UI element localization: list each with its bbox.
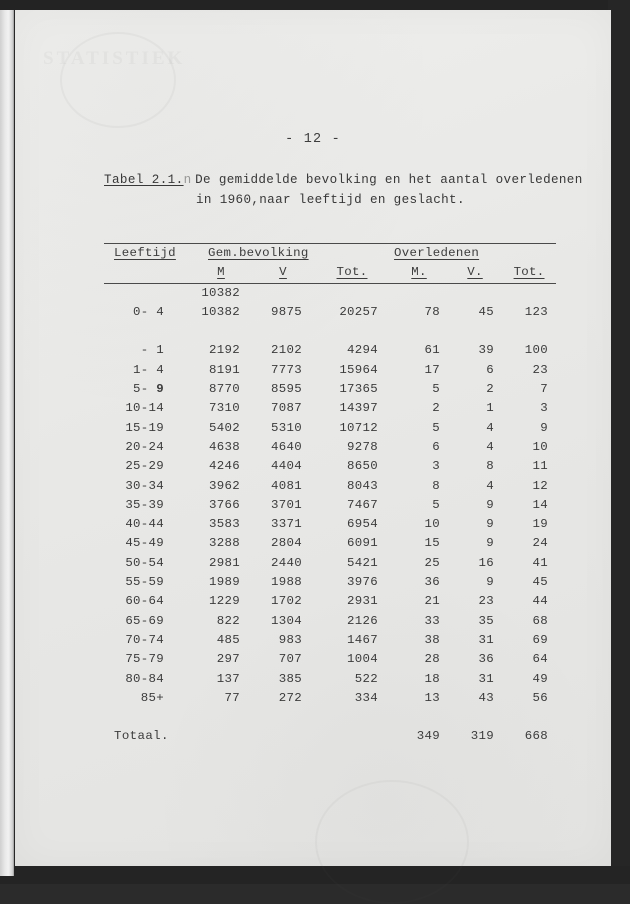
cell-population-female: 3371 (271, 517, 302, 532)
cell-deaths-male: 36 (424, 575, 440, 590)
cell-deaths-total: 69 (532, 632, 548, 647)
cell-deaths-male: 5 (432, 497, 440, 512)
cell-age-group: 1- 4 (133, 362, 164, 377)
scanner-top-bar (0, 0, 630, 10)
table-title-text-first: De gemiddelde bevolking en het aantal overledenen (195, 173, 583, 187)
cell-population-total: 14397 (339, 401, 378, 416)
cell-population-male: 2192 (209, 343, 240, 358)
table-row (104, 477, 556, 496)
table-row (104, 554, 556, 573)
cell-age-group: 45-49 (125, 536, 164, 551)
cell-deaths-female: 1 (486, 401, 494, 416)
cell-population-female: 4640 (271, 439, 302, 454)
cell-population-female: 707 (278, 652, 302, 667)
cell-deaths-male: 3 (432, 459, 440, 474)
cell-population-male: 485 (216, 632, 240, 647)
ghost-blank (502, 284, 556, 303)
cell-age-group: 55-59 (125, 575, 164, 590)
table-row (104, 631, 556, 650)
cell-deaths-male: 78 (424, 304, 440, 319)
cell-deaths-total: 10 (532, 439, 548, 454)
cell-population-female: 4404 (271, 459, 302, 474)
row-spacer-after-aggregate (104, 322, 556, 341)
cell-population-total: 2931 (347, 594, 378, 609)
cell-deaths-female: 6 (486, 362, 494, 377)
cell-deaths-female: 9 (486, 536, 494, 551)
cell-deaths-total: 100 (524, 343, 548, 358)
caption-smudge-mark: n (183, 173, 192, 187)
cell-deaths-male: 5 (432, 420, 440, 435)
cell-population-total: 1467 (347, 632, 378, 647)
header-group-population: Gem.bevolking (208, 246, 309, 260)
header-pop-total: Tot. (336, 265, 368, 280)
cell-deaths-female: 43 (478, 690, 494, 705)
ghost-blank (104, 284, 190, 303)
cell-deaths-total: 23 (532, 362, 548, 377)
cell-deaths-male: 21 (424, 594, 440, 609)
cell-population-total: 7467 (347, 497, 378, 512)
page-left-edge-strip (0, 10, 14, 876)
cell-age-group: 5- 9 (133, 382, 164, 397)
table-row (104, 380, 556, 399)
cell-population-total: 3976 (347, 575, 378, 590)
ghost-blank (252, 284, 314, 303)
header-pop-female: V (279, 265, 287, 280)
cell-deaths-female: 31 (478, 671, 494, 686)
table-body (104, 284, 556, 747)
table-row (104, 573, 556, 592)
cell-population-total: 6954 (347, 517, 378, 532)
cell-deaths-female: 4 (486, 420, 494, 435)
document-page (15, 10, 611, 866)
stamp-ghost-text: STATISTIEK (43, 48, 186, 69)
cell-deaths-total: 12 (532, 478, 548, 493)
cell-total-deaths-total: 668 (524, 729, 548, 744)
ghost-blank (448, 284, 502, 303)
cell-age-group: 10-14 (125, 401, 164, 416)
cell-age-group: - 1 (140, 343, 164, 358)
cell-age-group: 65-69 (125, 613, 164, 628)
cell-age-group: 15-19 (125, 420, 164, 435)
cell-deaths-total: 41 (532, 555, 548, 570)
table-row (104, 361, 556, 380)
cell-deaths-male: 2 (432, 401, 440, 416)
cell-population-total: 15964 (339, 362, 378, 377)
cell-population-male: 4638 (209, 439, 240, 454)
cell-deaths-female: 31 (478, 632, 494, 647)
cell-population-total: 8043 (347, 478, 378, 493)
ghost-blank (314, 284, 390, 303)
cell-population-female: 1988 (271, 575, 302, 590)
cell-deaths-female: 35 (478, 613, 494, 628)
cell-population-female: 385 (278, 671, 302, 686)
spacer-cell (104, 322, 556, 341)
table-row (104, 592, 556, 611)
ghost-artifact-row (104, 284, 556, 303)
cell-deaths-total: 68 (532, 613, 548, 628)
cell-deaths-female: 2 (486, 382, 494, 397)
cell-deaths-total: 24 (532, 536, 548, 551)
cell-deaths-male: 8 (432, 478, 440, 493)
cell-deaths-female: 16 (478, 555, 494, 570)
cell-population-total: 9278 (347, 439, 378, 454)
cell-deaths-male: 25 (424, 555, 440, 570)
cell-age-group: 25-29 (125, 459, 164, 474)
cell-population-male: 2981 (209, 555, 240, 570)
cell-deaths-total: 14 (532, 497, 548, 512)
cell-deaths-male: 61 (424, 343, 440, 358)
cell-population-male: 1229 (209, 594, 240, 609)
table-header-grid (104, 244, 556, 283)
table-row (104, 341, 556, 360)
statistics-table (104, 243, 556, 747)
cell-deaths-male: 33 (424, 613, 440, 628)
cell-deaths-total: 56 (532, 690, 548, 705)
table-row (104, 399, 556, 418)
cell-population-total: 522 (354, 671, 378, 686)
cell-population-male: 3962 (209, 478, 240, 493)
cell-total-population-male (190, 727, 252, 746)
cell-population-total: 1004 (347, 652, 378, 667)
table-header-sub-row (104, 263, 556, 282)
cell-deaths-male: 15 (424, 536, 440, 551)
cell-population-female: 7087 (271, 401, 302, 416)
table-number-label: Tabel 2.1. (104, 173, 184, 187)
cell-population-female: 2804 (271, 536, 302, 551)
cell-population-male: 7310 (209, 401, 240, 416)
cell-population-female: 2102 (271, 343, 302, 358)
cell-deaths-total: 11 (532, 459, 548, 474)
ghost-artifact-value: 10382 (201, 285, 240, 300)
cell-population-male: 4246 (209, 459, 240, 474)
cell-population-female: 8595 (271, 382, 302, 397)
cell-deaths-total: 123 (524, 304, 548, 319)
cell-population-male: 137 (216, 671, 240, 686)
cell-population-male: 822 (216, 613, 240, 628)
table-row (104, 670, 556, 689)
cell-age-group: 20-24 (125, 439, 164, 454)
cell-deaths-female: 36 (478, 652, 494, 667)
cell-population-total: 20257 (339, 304, 378, 319)
cell-population-total: 5421 (347, 555, 378, 570)
cell-deaths-total: 3 (540, 401, 548, 416)
header-pop-male: M (217, 265, 225, 280)
table-body-grid (104, 284, 556, 747)
cell-population-total: 17365 (339, 382, 378, 397)
cell-population-male: 77 (224, 690, 240, 705)
cell-total-label: Totaal. (114, 729, 169, 744)
header-age-column: Leeftijd (114, 246, 176, 260)
cell-deaths-female: 9 (486, 517, 494, 532)
cell-population-male: 8770 (209, 382, 240, 397)
scanner-right-bar (608, 0, 630, 884)
cell-population-total: 10712 (339, 420, 378, 435)
cell-deaths-male: 5 (432, 382, 440, 397)
ghost-blank (390, 284, 448, 303)
table-caption (104, 170, 583, 210)
spacer-cell (104, 708, 556, 727)
cell-deaths-male: 10 (424, 517, 440, 532)
cell-population-female: 7773 (271, 362, 302, 377)
header-deaths-total: Tot. (513, 265, 545, 280)
table-total-row (104, 727, 556, 746)
table-row (104, 457, 556, 476)
cell-age-group: 0- 4 (133, 304, 164, 319)
scanner-bottom-bar (0, 866, 630, 884)
cell-deaths-female: 23 (478, 594, 494, 609)
cell-total-deaths-male: 349 (416, 729, 440, 744)
table-caption-line-1 (104, 170, 583, 190)
cell-population-male: 3583 (209, 517, 240, 532)
cell-deaths-female: 9 (486, 575, 494, 590)
header-deaths-male: M. (411, 265, 427, 280)
cell-age-group: 50-54 (125, 555, 164, 570)
cell-population-male: 8191 (209, 362, 240, 377)
cell-population-male: 10382 (201, 304, 240, 319)
cell-population-total: 8650 (347, 459, 378, 474)
cell-deaths-total: 49 (532, 671, 548, 686)
cell-population-male: 3766 (209, 497, 240, 512)
cell-population-total: 2126 (347, 613, 378, 628)
table-row (104, 419, 556, 438)
cell-population-female: 3701 (271, 497, 302, 512)
header-group-deaths: Overledenen (394, 246, 480, 260)
cell-deaths-total: 45 (532, 575, 548, 590)
cell-age-group: 80-84 (125, 671, 164, 686)
row-spacer-before-total (104, 708, 556, 727)
cell-deaths-female: 39 (478, 343, 494, 358)
cell-population-male: 5402 (209, 420, 240, 435)
cell-population-female: 5310 (271, 420, 302, 435)
cell-population-female: 9875 (271, 304, 302, 319)
cell-deaths-male: 38 (424, 632, 440, 647)
table-row (104, 515, 556, 534)
cell-age-group: 85+ (140, 690, 164, 705)
table-row (104, 438, 556, 457)
table-row (104, 303, 556, 322)
cell-population-female: 983 (278, 632, 302, 647)
cell-population-male: 3288 (209, 536, 240, 551)
cell-deaths-male: 13 (424, 690, 440, 705)
cell-age-group: 60-64 (125, 594, 164, 609)
table-title-text-second: in 1960,naar leeftijd en geslacht. (196, 193, 465, 207)
table-row (104, 534, 556, 553)
cell-total-population-female (252, 727, 314, 746)
cell-population-male: 297 (216, 652, 240, 667)
page-number: - 12 - (285, 132, 341, 147)
cell-deaths-total: 19 (532, 517, 548, 532)
table-row (104, 650, 556, 669)
cell-total-population-total (314, 727, 390, 746)
cell-deaths-female: 4 (486, 478, 494, 493)
cell-deaths-male: 6 (432, 439, 440, 454)
cell-deaths-female: 9 (486, 497, 494, 512)
table-row (104, 612, 556, 631)
cell-population-female: 272 (278, 690, 302, 705)
cell-total-deaths-female: 319 (470, 729, 494, 744)
cell-deaths-female: 4 (486, 439, 494, 454)
cell-age-group: 75-79 (125, 652, 164, 667)
cell-age-group: 30-34 (125, 478, 164, 493)
cell-deaths-male: 18 (424, 671, 440, 686)
cell-deaths-total: 64 (532, 652, 548, 667)
cell-population-total: 334 (354, 690, 378, 705)
cell-population-total: 6091 (347, 536, 378, 551)
cell-deaths-total: 9 (540, 420, 548, 435)
cell-deaths-total: 44 (532, 594, 548, 609)
cell-deaths-total: 7 (540, 382, 548, 397)
cell-population-female: 4081 (271, 478, 302, 493)
cell-age-group: 70-74 (125, 632, 164, 647)
cell-population-female: 1304 (271, 613, 302, 628)
table-row (104, 496, 556, 515)
cell-deaths-female: 8 (486, 459, 494, 474)
page-content (15, 10, 611, 866)
cell-population-female: 1702 (271, 594, 302, 609)
cell-deaths-female: 45 (478, 304, 494, 319)
cell-population-female: 2440 (271, 555, 302, 570)
table-header-group-row (104, 244, 556, 263)
header-sub-blank (104, 263, 190, 282)
cell-age-group: 35-39 (125, 497, 164, 512)
cell-deaths-male: 17 (424, 362, 440, 377)
header-deaths-female: V. (467, 265, 483, 280)
cell-population-male: 1989 (209, 575, 240, 590)
cell-age-group: 40-44 (125, 517, 164, 532)
cell-population-total: 4294 (347, 343, 378, 358)
table-row (104, 689, 556, 708)
cell-deaths-male: 28 (424, 652, 440, 667)
